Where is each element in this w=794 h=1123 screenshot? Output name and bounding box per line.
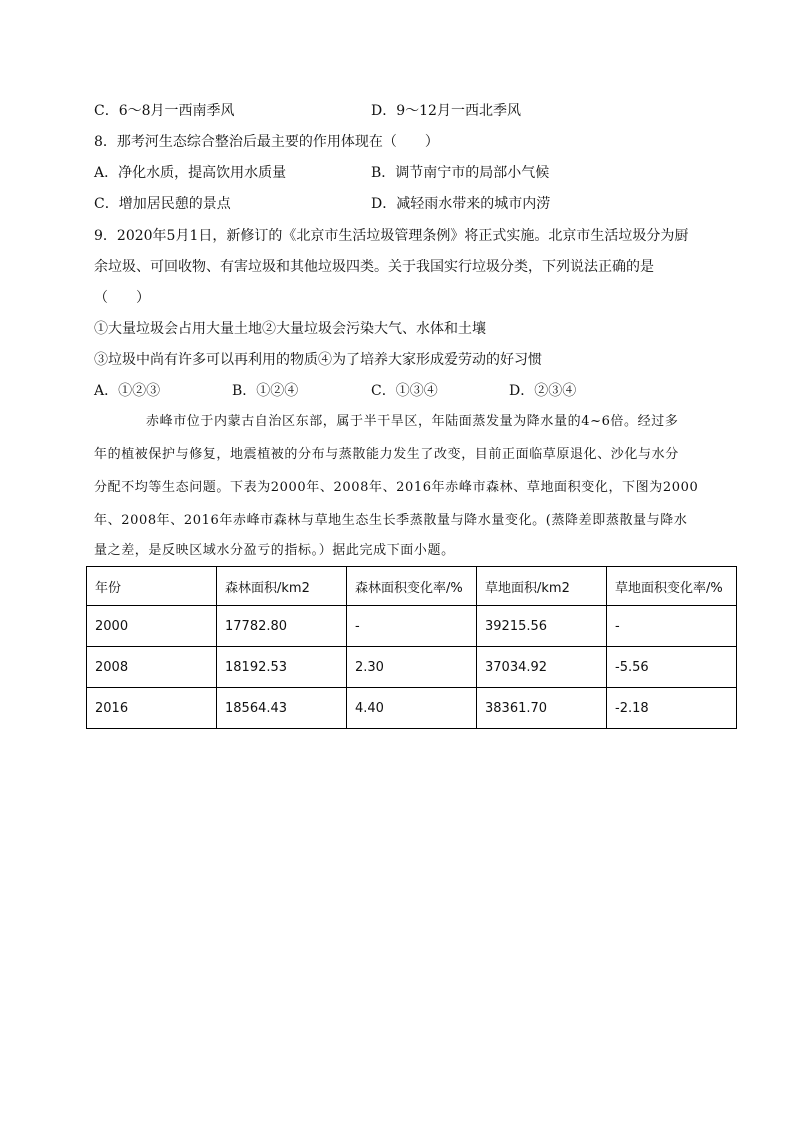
q9-stem-line3: （ ） [94,290,150,306]
header-grass-change: 草地面积变化率/% [607,567,737,606]
passage-line5: 量之差，是反映区域水分盈亏的指标。）据此完成下面小题。 [94,543,455,558]
cell-forest-area: 18564.43 [217,688,347,729]
q7-option-d: D．9～12月一西北季风 [371,103,521,119]
cell-grass-area: 37034.92 [477,647,607,688]
q8-stem: 8．那考河生态综合整治后最主要的作用体现在（ ） [94,134,439,150]
q9-option-d: D．②③④ [509,383,577,399]
q8-option-d: D．减轻雨水带来的城市内涝 [371,196,551,212]
table-row [87,688,737,729]
cell-forest-change: - [347,606,477,647]
area-change-table [86,566,737,729]
header-forest-area: 森林面积/km2 [217,567,347,606]
q9-statements-line1: ①大量垃圾会占用大量土地②大量垃圾会污染大气、水体和土壤 [94,321,486,337]
q9-stem-line1: 9．2020年5月1日，新修订的《北京市生活垃圾管理条例》将正式实施。北京市生活垃圾分为厨 [94,228,689,244]
q7-option-c: C．6～8月一西南季风 [94,103,235,119]
passage-line1: 赤峰市位于内蒙古自治区东部，属于半干旱区，年陆面蒸发量为降水量的4~6倍。经过多 [146,414,679,429]
cell-forest-area: 18192.53 [217,647,347,688]
header-grass-area: 草地面积/km2 [477,567,607,606]
passage-line2: 年的植被保护与修复，地震植被的分布与蒸散能力发生了改变，目前正面临草原退化、沙化与水分 [94,447,679,462]
q9-statements-line2: ③垃圾中尚有许多可以再利用的物质④为了培养大家形成爱劳动的好习惯 [94,352,542,368]
cell-grass-area: 39215.56 [477,606,607,647]
table-row [87,647,737,688]
passage-line4: 年、2008年、2016年赤峰市森林与草地生态生长季蒸散量与降水量变化。(蒸降差即蒸散量与降水 [94,513,688,528]
header-forest-change: 森林面积变化率/% [347,567,477,606]
cell-forest-area: 17782.80 [217,606,347,647]
q8-option-a: A．净化水质，提高饮用水质量 [94,165,287,181]
q9-option-b: B．①②④ [232,383,299,399]
cell-forest-change: 4.40 [347,688,477,729]
cell-forest-change: 2.30 [347,647,477,688]
table-header-row [87,567,737,606]
q9-option-c: C．①③④ [371,383,438,399]
cell-grass-change: -2.18 [607,688,737,729]
q8-option-b: B．调节南宁市的局部小气候 [371,165,550,181]
cell-grass-change: -5.56 [607,647,737,688]
q8-option-c: C．增加居民憩的景点 [94,196,231,212]
cell-grass-change: - [607,606,737,647]
cell-year: 2008 [87,647,217,688]
q9-option-a: A．①②③ [94,383,161,399]
header-year: 年份 [87,567,217,606]
table-row [87,606,737,647]
passage-line3: 分配不均等生态问题。下表为2000年、2008年、2016年赤峰市森林、草地面积变化，下图为2000 [94,480,699,495]
cell-grass-area: 38361.70 [477,688,607,729]
q9-stem-line2: 余垃圾、可回收物、有害垃圾和其他垃圾四类。关于我国实行垃圾分类，下列说法正确的是 [94,259,654,275]
cell-year: 2000 [87,606,217,647]
cell-year: 2016 [87,688,217,729]
